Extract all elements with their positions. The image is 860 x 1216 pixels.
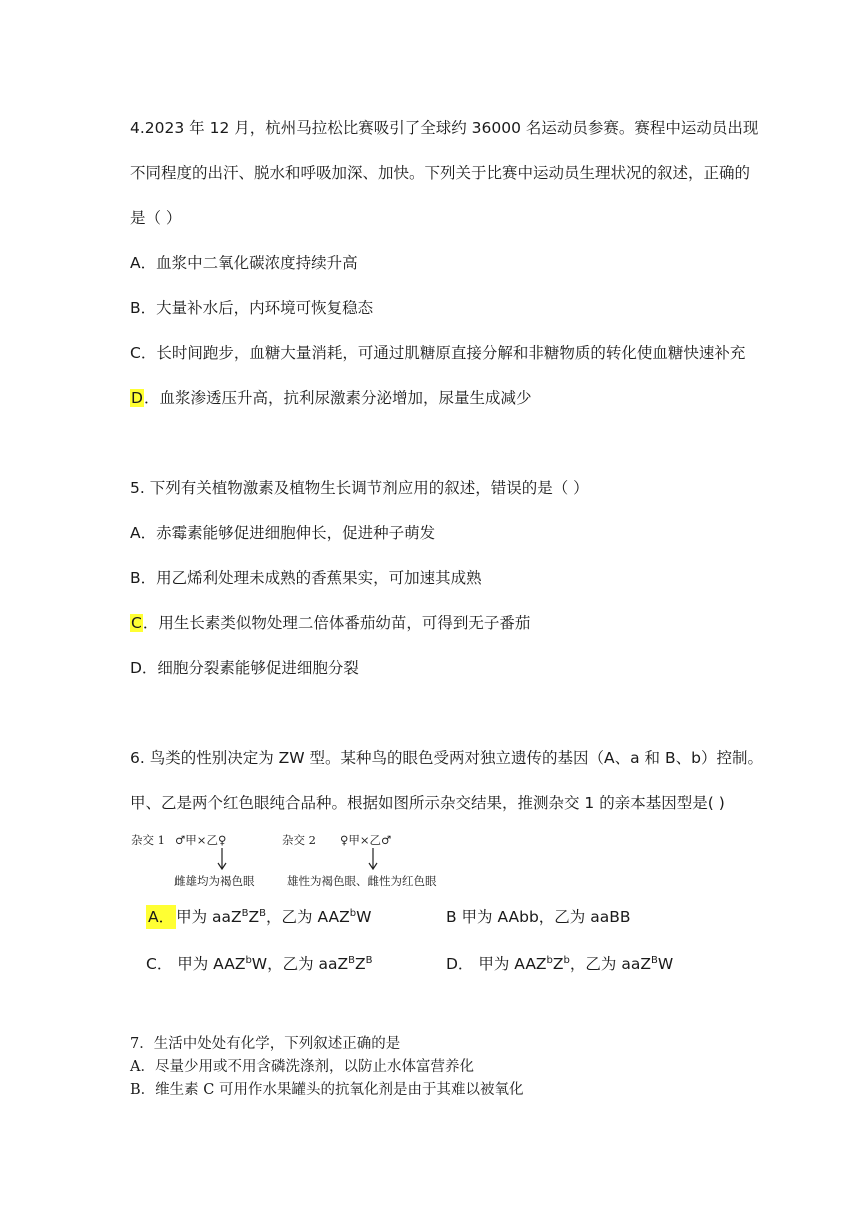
q6-answer-highlight: A． xyxy=(146,905,176,929)
q6-option-b: B 甲为 AAbb，乙为 aaBB xyxy=(446,908,631,926)
q6-option-c: C． 甲为 AAZ$^b$W，乙为 $aaZ^BZ^B$ xyxy=(146,955,373,973)
cross-arrows xyxy=(200,846,400,872)
q7-stem: 7．生活中处处有化学，下列叙述正确的是 xyxy=(130,1036,401,1052)
q5-answer-highlight: C xyxy=(131,614,142,632)
q4-stem-line3: 是（ ） xyxy=(130,209,182,227)
cross1-parents: ♂甲×乙♀ xyxy=(175,833,227,847)
q4-option-a: A．血浆中二氧化碳浓度持续升高 xyxy=(130,254,358,272)
q4-option-b: B．大量补水后，内环境可恢复稳态 xyxy=(130,299,374,317)
q5-option-b: B．用乙烯利处理未成熟的香蕉果实，可加速其成熟 xyxy=(130,569,482,587)
q5-option-a: A．赤霉素能够促进细胞伸长，促进种子萌发 xyxy=(130,524,436,542)
q4-stem-line1: 4.2023 年 12 月，杭州马拉松比赛吸引了全球约 36000 名运动员参赛。赛程中运动员出现 xyxy=(130,119,759,137)
q6-option-a: A． 甲为 $aaZ^BZ^B$，乙为 AAZ$^b$W xyxy=(146,906,371,928)
q6-stem-line1: 6. 鸟类的性别决定为 ZW 型。某种鸟的眼色受两对独立遗传的基因（A、a 和 B、b）控制。 xyxy=(130,749,763,767)
q5-stem: 5. 下列有关植物激素及植物生长调节剂应用的叙述，错误的是（ ） xyxy=(130,479,589,497)
cross1-arrow-icon xyxy=(218,848,226,869)
q7-option-b: B．维生素 C 可用作水果罐头的抗氧化剂是由于其难以被氧化 xyxy=(130,1082,524,1098)
cross2-parents: ♀甲×乙♂ xyxy=(340,833,392,847)
q4-answer-highlight: D xyxy=(131,389,143,407)
q6-stem-line2: 甲、乙是两个红色眼纯合品种。根据如图所示杂交结果，推测杂交 1 的亲本基因型是( ) xyxy=(130,794,725,812)
cross2-result: 雄性为褐色眼、雌性为红色眼 xyxy=(287,874,437,888)
q7-option-a: A．尽量少用或不用含磷洗涤剂，以防止水体富营养化 xyxy=(130,1059,474,1075)
cross1-result: 雌雄均为褐色眼 xyxy=(174,874,255,888)
cross1-label: 杂交 1 xyxy=(131,833,165,847)
q6-option-d: D． 甲为 $AAZ^bZ^b$，乙为 aaZ$^B$W xyxy=(446,955,674,973)
cross2-arrow-icon xyxy=(369,848,377,869)
q5-option-c xyxy=(130,613,530,633)
q5-option-d: D．细胞分裂素能够促进细胞分裂 xyxy=(130,659,359,677)
q4-option-d-text: ．血浆渗透压升高，抗利尿激素分泌增加，尿量生成减少 xyxy=(143,389,532,407)
q5-option-c-text: ．用生长素类似物处理二倍体番茄幼苗，可得到无子番茄 xyxy=(142,614,531,632)
q4-stem-line2: 不同程度的出汗、脱水和呼吸加深、加快。下列关于比赛中运动员生理状况的叙述，正确的 xyxy=(130,164,751,182)
q4-option-d xyxy=(130,388,531,408)
cross2-label: 杂交 2 xyxy=(282,833,316,847)
q4-option-c: C．长时间跑步，血糖大量消耗，可通过肌糖原直接分解和非糖物质的转化使血糖快速补充 xyxy=(130,344,746,362)
